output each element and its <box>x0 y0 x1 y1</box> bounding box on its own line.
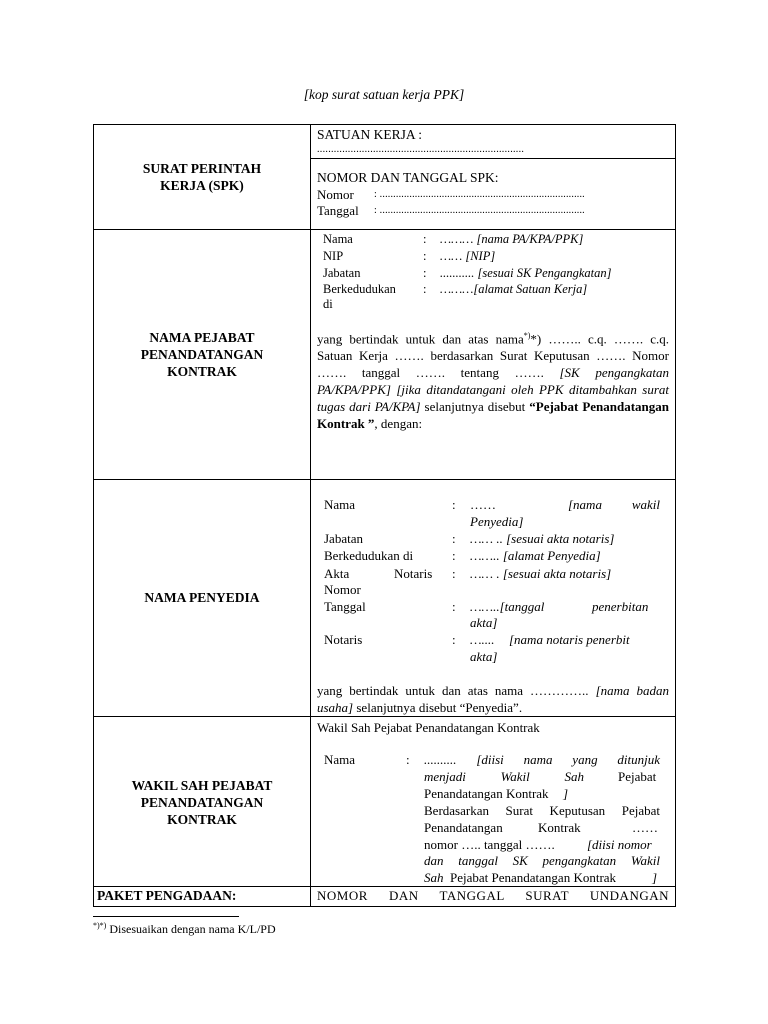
nomor-label: Nomor <box>317 187 354 202</box>
colon: : <box>423 282 427 296</box>
colon: : <box>452 632 456 647</box>
wakil-line-2a: menjadi Wakil Sah <box>424 769 584 784</box>
satuan-kerja-label: SATUAN KERJA : <box>317 127 423 142</box>
wakil-line-5b: Kontrak <box>538 820 581 835</box>
pejabat-nama-label: Nama <box>323 232 353 246</box>
penyedia-nama-v2: [nama wakil <box>568 497 660 512</box>
akta-label: Akta <box>324 566 350 581</box>
penyedia-paragraph: yang bertindak untuk dan atas nama ………….. [nama badan usaha] selanjutnya disebut “Penyedia”. <box>317 683 670 715</box>
akta-label-notaris: Notaris <box>394 566 433 581</box>
tanggal-value: : ............................................................................ <box>374 205 585 216</box>
notaris-v2: [nama notaris penerbit <box>509 632 630 647</box>
colon: : <box>452 548 456 563</box>
colon: : <box>423 232 427 246</box>
wakil-line-3a: Penandatangan Kontrak <box>424 786 549 801</box>
berkedudukan-label-2: di <box>323 297 333 311</box>
penyedia-berkedudukan-value: …….. [alamat Penyedia] <box>470 548 601 563</box>
colon: : <box>406 752 410 767</box>
pejabat-label: NAMA PEJABAT PENANDATANGAN KONTRAK <box>140 330 264 379</box>
nomor-tanggal-title: NOMOR DAN TANGGAL SPK: <box>317 170 499 185</box>
row-divider <box>93 479 676 480</box>
row-divider <box>93 886 676 887</box>
nip-label: NIP <box>323 249 344 263</box>
colon: : <box>452 599 456 614</box>
colon: : <box>452 497 456 512</box>
wakil-title: Wakil Sah Pejabat Penandatangan Kontrak <box>317 720 540 735</box>
penyedia-tanggal-label: Tanggal <box>324 599 366 614</box>
pejabat-jabatan-value: ........... [sesuai SK Pengangkatan] <box>440 266 612 280</box>
column-divider <box>310 124 311 907</box>
paket-label: PAKET PENGADAAN: <box>97 888 237 903</box>
spk-label: SURAT PERINTAH KERJA (SPK) <box>142 161 262 193</box>
pejabat-paragraph: yang bertindak untuk dan atas nama*)*) …….. c.q. ……. c.q. Satuan Kerja ……. berdasarkan Surat Keputusan ……. Nomor ……. tanggal ……. tentang ……. [SK pengangkatan PA/KPA/PPK] [jika ditandatangani oleh PPK ditambahkan surat tugas dari PA/KPA] selanjutnya disebut “Pejabat Penandatangan Kontrak ”, dengan: <box>317 331 670 432</box>
wakil-line-3b: ] <box>563 786 569 801</box>
colon: : <box>423 249 427 263</box>
colon: : <box>452 531 456 546</box>
penyedia-jabatan-label: Jabatan <box>324 531 363 546</box>
akta-label-nomor: Nomor <box>324 582 361 597</box>
wakil-line-1: .......... [diisi nama yang ditunjuk <box>424 752 660 767</box>
wakil-line-6a: nomor ….. tanggal ……. <box>424 837 555 852</box>
notaris-v3: akta] <box>470 649 498 664</box>
penyedia-label: NAMA PENYEDIA <box>144 590 260 605</box>
penyedia-tanggal-v3: akta] <box>470 615 498 630</box>
akta-value: …… . [sesuai akta notaris] <box>470 566 612 581</box>
penyedia-nama-v1: …… <box>470 497 496 512</box>
row-divider <box>310 158 676 159</box>
wakil-line-2b: Pejabat <box>618 769 657 784</box>
penyedia-nama-v3: Penyedia] <box>470 514 524 529</box>
pejabat-nama-value: ……… [nama PA/KPA/PPK] <box>440 232 584 246</box>
wakil-line-8c: ] <box>652 870 658 885</box>
paket-value: NOMOR DAN TANGGAL SURAT UNDANGAN <box>317 888 669 903</box>
wakil-label: WAKIL SAH PEJABAT PENANDATANGAN KONTRAK <box>131 778 273 827</box>
penyedia-tanggal-v2: penerbitan <box>592 599 649 614</box>
wakil-line-5c: …… <box>632 820 658 835</box>
wakil-nama-label: Nama <box>324 752 356 767</box>
tanggal-label: Tanggal <box>317 203 359 218</box>
footnote-separator <box>93 916 239 917</box>
row-divider <box>93 229 676 230</box>
wakil-line-6b: [diisi nomor <box>587 837 652 852</box>
penyedia-nama-label: Nama <box>324 497 356 512</box>
wakil-line-8b: Pejabat Penandatangan Kontrak <box>450 870 617 885</box>
colon: : <box>452 566 456 581</box>
footnote: *)*) Disesuaikan dengan nama K/L/PD <box>93 921 276 936</box>
nomor-value: : ............................................................................ <box>374 189 585 200</box>
nip-value: …… [NIP] <box>440 249 496 263</box>
wakil-line-5a: Penandatangan <box>424 820 503 835</box>
berkedudukan-value: ………[alamat Satuan Kerja] <box>440 282 588 296</box>
penyedia-berkedudukan-label: Berkedudukan di <box>324 548 414 563</box>
notaris-v1: ….... <box>470 632 495 647</box>
satuan-kerja-value: .......................................................................... <box>317 144 525 155</box>
notaris-label: Notaris <box>324 632 363 647</box>
penyedia-tanggal-v1: ……..[tanggal <box>470 599 545 614</box>
pejabat-jabatan-label: Jabatan <box>323 266 361 280</box>
wakil-line-8a: Sah <box>424 870 444 885</box>
berkedudukan-label: Berkedudukan <box>323 282 396 296</box>
colon: : <box>423 266 427 280</box>
wakil-line-7: dan tanggal SK pengangkatan Wakil <box>424 853 660 868</box>
penyedia-jabatan-value: …… .. [sesuai akta notaris] <box>470 531 615 546</box>
kop-surat: [kop surat satuan kerja PPK] <box>303 87 465 102</box>
row-divider <box>93 716 676 717</box>
wakil-line-4: Berdasarkan Surat Keputusan Pejabat <box>424 803 660 818</box>
